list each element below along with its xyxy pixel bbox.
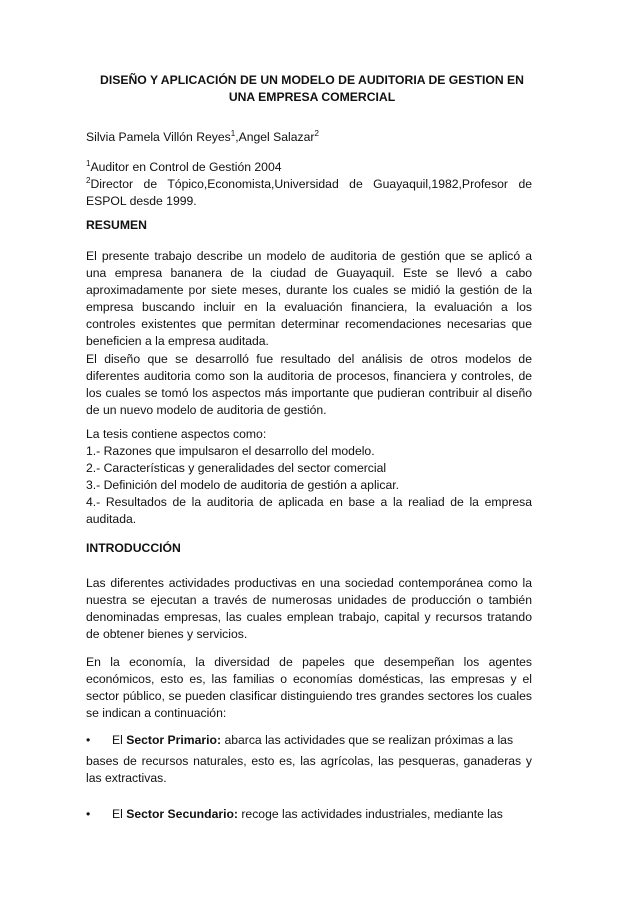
affiliation-1 <box>86 159 532 176</box>
bullet-icon: • <box>86 733 91 747</box>
affiliation-2-sup: 2 <box>86 175 91 185</box>
introduccion-paragraph-1: Las diferentes actividades productivas en una sociedad contemporánea como la nuestra se ejecutan a través de numerosas unidades de producción o también denominadas empresas, las cuales emplean trabajo, capital y recursos tratando de obtener bienes y servicios. <box>86 576 532 641</box>
affiliation-2-text: Director de Tópico,Economista,Universidad de Guayaquil,1982,Profesor de ESPOL desde 1999. <box>86 177 532 208</box>
title-line-2: UNA EMPRESA COMERCIAL <box>228 90 396 104</box>
list-item: 3.- Definición del modelo de auditoria de gestión a aplicar. <box>86 478 400 492</box>
affiliation-1-sup: 1 <box>86 158 91 168</box>
bullet-text <box>86 732 532 749</box>
bullet-sector-primario <box>86 732 532 787</box>
affiliation-1-text: Auditor en Control de Gestión 2004 <box>90 160 282 174</box>
bullet-first-line <box>86 732 532 749</box>
bullet-first-line-text: recoge las actividades industriales, mediante las <box>237 807 503 821</box>
bullet-text <box>86 806 532 823</box>
list-intro: La tesis contiene aspectos como: <box>86 427 267 441</box>
bullet-bold-term: Sector Secundario: <box>126 807 238 821</box>
introduccion-paragraph-2: En la economía, la diversidad de papeles que desempeñan los agentes económicos, esto es, las familias o economías domésticas, las empresas y el sector público, se pueden clasificar distinguiendo tres grandes sectores los cuales se indican a continuación: <box>86 655 532 720</box>
title-line-1: DISEÑO Y APLICACIÓN DE UN MODELO DE AUDITORIA DE GESTION EN <box>100 73 524 87</box>
bullet-bold-term: Sector Primario: <box>126 733 222 747</box>
author-separator: ,Angel Salazar <box>235 130 315 144</box>
resumen-paragraph-2: El diseño que se desarrolló fue resultado del análisis de otros modelos de diferentes auditoria como son la auditoria de procesos, financiera y controles, de los cuales se tomó los aspectos más importante que pudieran contribuir al diseño de un nuevo modelo de auditoria de gestión. <box>86 352 532 417</box>
paper-title <box>82 72 542 106</box>
author-name-1: Silvia Pamela Villón Reyes <box>86 130 231 144</box>
resumen-list <box>86 426 532 528</box>
bullet-sector-secundario <box>86 806 532 823</box>
resumen-paragraph-1: El presente trabajo describe un modelo de auditoria de gestión que se aplicó a una empresa bananera de la ciudad de Guayaquil. Este se llevó a cabo aproximadamente por siete meses, durante los cuales se midió la gestión de la empresa buscando incluir en la evaluación financiera, la evaluación a los controles existentes que permitan determinar recomendaciones necesarias que beneficien a la empresa auditada. <box>86 249 532 348</box>
bullet-first-line-text: abarca las actividades que se realizan próximas a las <box>221 733 514 747</box>
list-item: 4.- Resultados de la auditoria de aplicada en base a la realiad de la empresa auditada. <box>86 495 532 526</box>
author-sup-1: 1 <box>230 128 236 138</box>
bullet-prefix: El <box>112 733 127 747</box>
list-item: 1.- Razones que impulsaron el desarrollo del modelo. <box>86 444 375 458</box>
bullet-rest-text: bases de recursos naturales, esto es, las agrícolas, las pesqueras, ganaderas y las extractivas. <box>86 754 532 785</box>
introduccion-heading: INTRODUCCIÓN <box>86 541 181 555</box>
bullet-prefix: El <box>112 807 127 821</box>
author-sup-2: 2 <box>314 128 319 138</box>
bullet-icon: • <box>86 807 91 821</box>
affiliation-2 <box>86 176 532 210</box>
list-item: 2.- Características y generalidades del sector comercial <box>86 461 387 475</box>
bullet-first-line <box>86 806 532 823</box>
resumen-heading: RESUMEN <box>86 218 147 232</box>
authors-line <box>86 129 532 146</box>
